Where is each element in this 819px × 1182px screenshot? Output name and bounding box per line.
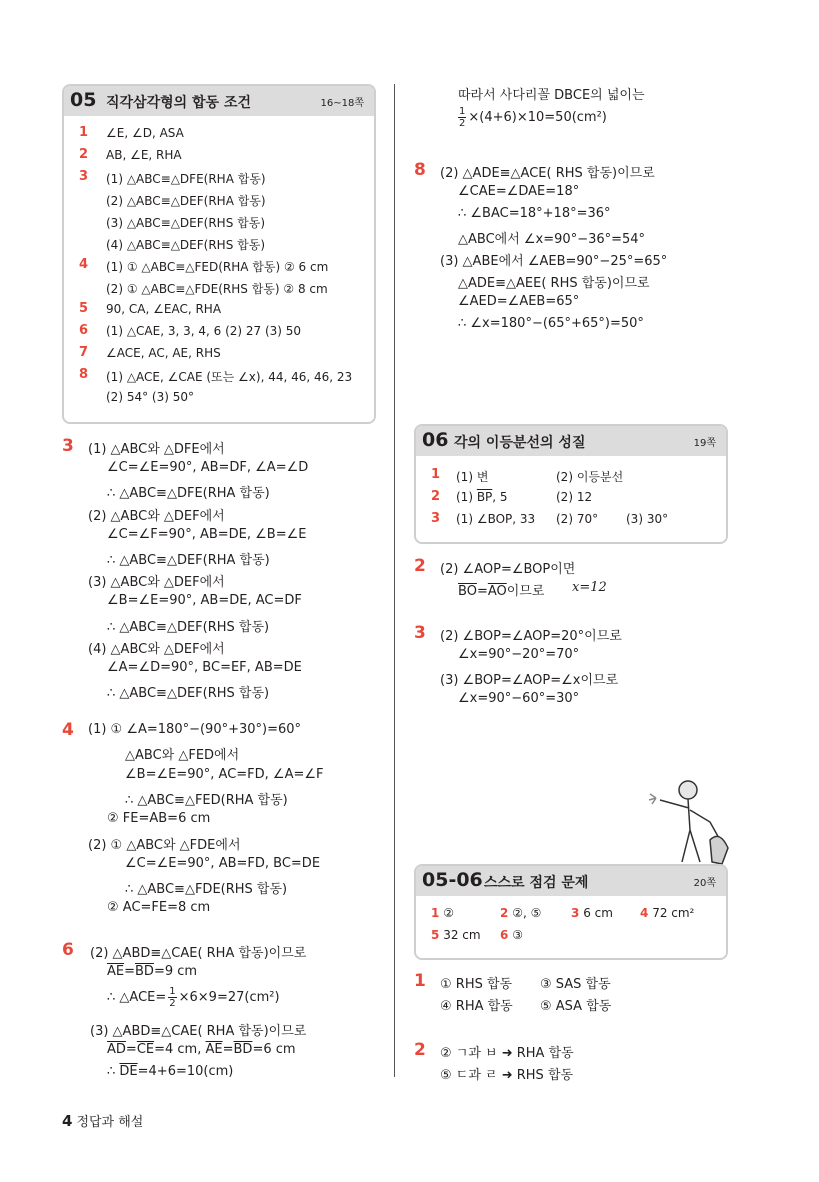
answer-text: AB, ∠E, RHA bbox=[106, 148, 182, 162]
answer-line: $\frac{1}{2}$ ×(4+6)×10=50(cm²) bbox=[459, 106, 607, 129]
answer-line: (3) △ABE에서 ∠AEB=90°−25°=65° bbox=[440, 254, 668, 269]
answer-text: (2) 70° bbox=[556, 512, 599, 526]
answer-line: $\overline{BO}=\overline{AO}$이므로 bbox=[458, 584, 545, 599]
answer-line: (3) ∠BOP=∠AOP=∠x이므로 bbox=[440, 673, 619, 688]
answer-item: 5 32 cm bbox=[431, 928, 481, 942]
answer-number: 7 bbox=[79, 345, 89, 360]
page-number: 4 bbox=[62, 1112, 73, 1130]
answer-line: ∴ △ABC≡△FDE(RHS 합동) bbox=[125, 882, 288, 898]
question-number: 3 bbox=[62, 436, 74, 456]
answer-number: 5 bbox=[79, 301, 89, 316]
answer-line: ∠AED=∠AEB=65° bbox=[458, 294, 580, 309]
answer-line: ⑤ ASA 합동 bbox=[540, 999, 612, 1014]
answer-item: 1 ② bbox=[431, 906, 454, 920]
answer-text: ∠ACE, AC, AE, RHS bbox=[106, 346, 221, 360]
answer-line: ∴ △ABC≡△DEF(RHS 합동) bbox=[107, 619, 270, 635]
answer-text: (1) ∠BOP, 33 bbox=[456, 512, 536, 526]
answer-text: (2) ① △ABC≡△FDE(RHS 합동) ② 8 cm bbox=[106, 282, 328, 296]
answer-line: ② AC=FE=8 cm bbox=[107, 900, 211, 916]
answer-line: (4) △ABC와 △DEF에서 bbox=[88, 641, 225, 657]
answer-line: ③ SAS 합동 bbox=[540, 977, 611, 992]
answer-text: (1) ① △ABC≡△FED(RHA 합동) ② 6 cm bbox=[106, 260, 329, 274]
answer-text: (4) △ABC≡△DEF(RHS 합동) bbox=[106, 238, 265, 252]
answer-line: ∴ ∠x=180°−(65°+65°)=50° bbox=[458, 316, 644, 331]
answer-line: ∴ △ABC≡△DEF(RHS 합동) bbox=[107, 686, 270, 702]
question-number: 1 bbox=[414, 971, 426, 991]
answer-line: $\overline{AE}=\overline{BD}=9$ cm bbox=[107, 964, 198, 979]
section-title: 각의 이등분선의 성질 bbox=[454, 435, 586, 451]
section-page-range: 16~18쪽 bbox=[320, 98, 364, 109]
answer-line: (2) △ABD≡△CAE( RHA 합동)이므로 bbox=[90, 946, 307, 961]
answer-line: ∴ △ACE= $\frac{1}{2}$ ×6×9=27(cm²) bbox=[107, 986, 280, 1009]
answer-line: (2) ∠BOP=∠AOP=20°이므로 bbox=[440, 629, 622, 644]
section-05-box bbox=[62, 84, 376, 424]
answer-text: ∠E, ∠D, ASA bbox=[106, 126, 184, 140]
page-footer bbox=[62, 1111, 143, 1130]
answer-line: ∠CAE=∠DAE=18° bbox=[458, 184, 580, 199]
section-title: 스스로 점검 문제 bbox=[484, 875, 589, 891]
answer-text: (3) △ABC≡△DEF(RHS 합동) bbox=[106, 216, 265, 230]
answer-line: △ADE≡△AEE( RHS 합동)이므로 bbox=[458, 276, 650, 291]
answer-text: (3) 30° bbox=[626, 512, 669, 526]
answer-number: 6 bbox=[79, 323, 89, 338]
answer-number: 2 bbox=[79, 147, 89, 162]
answer-text: 90, CA, ∠EAC, RHA bbox=[106, 302, 222, 316]
answer-line: (1) ① ∠A=180°−(90°+30°)=60° bbox=[88, 722, 302, 737]
answer-line: ∴ △ABC≡△DEF(RHA 합동) bbox=[107, 553, 270, 568]
answer-line: ∠x=90°−60°=30° bbox=[458, 691, 580, 706]
answer-line: ∴ △ABC≡△DFE(RHA 합동) bbox=[107, 486, 270, 502]
answer-line: △ABC에서 ∠x=90°−36°=54° bbox=[458, 232, 646, 247]
answer-number: 3 bbox=[431, 511, 441, 526]
answer-line: △ABC와 △FED에서 bbox=[125, 748, 240, 764]
answer-line: (1) △ABC와 △DFE에서 bbox=[88, 442, 225, 457]
answer-item: 2 ②, ⑤ bbox=[500, 906, 542, 920]
answer-item: 4 72 cm² bbox=[640, 906, 695, 920]
answer-line: ∠C=∠E=90°, AB=FD, BC=DE bbox=[125, 855, 321, 871]
answer-line: ① RHS 합동 bbox=[440, 977, 513, 992]
answer-text: (2) 이등분선 bbox=[556, 470, 624, 484]
answer-line: (2) △ADE≡△ACE( RHS 합동)이므로 bbox=[440, 166, 655, 181]
section-number: 05 bbox=[70, 89, 97, 111]
answer-line: ② ㄱ과 ㅂ ➜ RHA 합동 bbox=[440, 1046, 574, 1061]
question-number: 3 bbox=[414, 623, 426, 643]
answer-item: 6 ③ bbox=[500, 928, 523, 942]
section-number: 06 bbox=[422, 429, 449, 451]
answer-number: 2 bbox=[431, 489, 441, 504]
answer-line: (2) △ABC와 △DEF에서 bbox=[88, 508, 225, 524]
answer-text: (1) △CAE, 3, 3, 4, 6 (2) 27 (3) 50 bbox=[106, 324, 302, 338]
answer-text: (2) 54° (3) 50° bbox=[106, 390, 194, 404]
section-number: 05-06 bbox=[422, 869, 483, 891]
section-06-box bbox=[414, 424, 728, 544]
answer-number: 4 bbox=[79, 257, 89, 272]
answer-line: ∠x=90°−20°=70° bbox=[458, 647, 580, 662]
answer-text: (2) 12 bbox=[556, 490, 593, 504]
answer-line: (3) △ABC와 △DEF에서 bbox=[88, 575, 225, 591]
question-number: 6 bbox=[62, 940, 74, 960]
answer-number: 8 bbox=[79, 367, 89, 382]
fraction: $\frac{1}{2}$ bbox=[459, 106, 466, 129]
answer-line: ④ RHA 합동 bbox=[440, 999, 513, 1014]
answer-line: (3) △ABD≡△CAE( RHA 합동)이므로 bbox=[90, 1024, 307, 1039]
section-05-06-box bbox=[414, 864, 728, 960]
answer-line: ∠A=∠D=90°, BC=EF, AB=DE bbox=[107, 660, 302, 675]
question-number: 8 bbox=[414, 160, 426, 180]
answer-number: 3 bbox=[79, 169, 89, 184]
answer-line: ∠B=∠E=90°, AB=DE, AC=DF bbox=[107, 593, 302, 609]
answer-line: ⑤ ㄷ과 ㄹ ➜ RHS 합동 bbox=[440, 1068, 574, 1083]
answer-line: ② FE=AB=6 cm bbox=[107, 811, 211, 827]
answer-line: 따라서 사다리꼴 DBCE의 넓이는 bbox=[458, 88, 645, 103]
answer-line: ∠C=∠F=90°, AB=DE, ∠B=∠E bbox=[107, 526, 307, 542]
answer-text: (1) △ACE, ∠CAE (또는 ∠x), 44, 46, 46, 23 bbox=[106, 370, 353, 384]
answer-line: ∠C=∠E=90°, AB=DF, ∠A=∠D bbox=[107, 460, 309, 476]
question-number: 2 bbox=[414, 556, 426, 576]
section-page-range: 19쪽 bbox=[693, 438, 716, 449]
answer-text: (2) △ABC≡△DEF(RHA 합동) bbox=[106, 194, 266, 208]
section-header bbox=[416, 426, 726, 456]
answer-line: (2) ① △ABC와 △FDE에서 bbox=[88, 837, 241, 853]
footer-label: 정답과 해설 bbox=[76, 1115, 144, 1130]
answer-text: (1) $\overline{BP}$, 5 bbox=[456, 490, 508, 504]
answer-text: (1) 변 bbox=[456, 470, 489, 484]
question-number: 2 bbox=[414, 1040, 426, 1060]
answer-line: $\overline{AD}=\overline{CE}=4$ cm, $\overline{AE}=\overline{BD}=6$ cm bbox=[107, 1042, 296, 1057]
answer-number: 1 bbox=[79, 125, 89, 140]
section-title: 직각삼각형의 합동 조건 bbox=[106, 95, 251, 111]
answer-line: (2) ∠AOP=∠BOP이면 bbox=[440, 562, 576, 577]
section-header bbox=[64, 86, 374, 116]
column-divider bbox=[394, 84, 395, 1077]
character-illustration bbox=[630, 770, 730, 870]
question-number: 4 bbox=[62, 720, 74, 740]
answer-line: x=12 bbox=[572, 580, 607, 595]
answer-item: 3 6 cm bbox=[571, 906, 613, 920]
answer-line: ∴ ∠BAC=18°+18°=36° bbox=[458, 206, 611, 221]
section-header bbox=[416, 866, 726, 896]
answer-line: ∴ $\overline{DE}=4+6=10(cm)$ bbox=[107, 1064, 234, 1079]
answer-text: (1) △ABC≡△DFE(RHA 합동) bbox=[106, 172, 266, 186]
section-page-range: 20쪽 bbox=[693, 878, 716, 889]
answer-line: ∠B=∠E=90°, AC=FD, ∠A=∠F bbox=[125, 766, 324, 782]
answer-line: ∴ △ABC≡△FED(RHA 합동) bbox=[125, 792, 288, 808]
answer-number: 1 bbox=[431, 467, 441, 482]
fraction: $\frac{1}{2}$ bbox=[169, 986, 176, 1009]
